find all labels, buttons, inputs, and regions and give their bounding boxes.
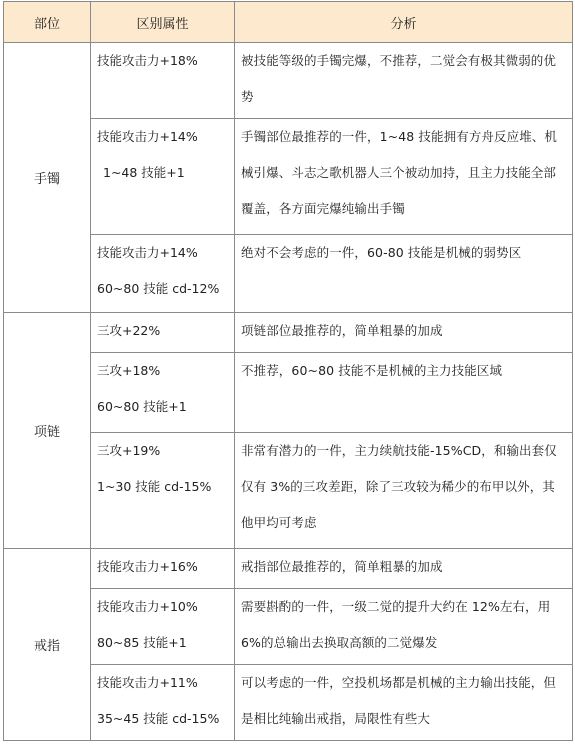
attribute-cell [91,433,235,549]
attribute-cell [91,353,235,433]
analysis-cell [235,119,573,235]
attribute-line: 技能攻击力+14% [97,245,198,260]
attribute-line: 三攻+19% [97,443,161,458]
attribute-line: 三攻+22% [97,323,161,338]
part-cell: 手镯 [4,43,91,313]
attribute-cell [91,313,235,353]
attribute-cell [91,589,235,665]
analysis-cell [235,43,573,119]
attribute-line: 三攻+18% [97,363,161,378]
analysis-line: 被技能等级的手镯完爆，不推荐，二觉会有极其微弱的优 [241,53,557,68]
attribute-line: 技能攻击力+16% [97,559,198,574]
header-attribute: 区别属性 [91,2,235,43]
attribute-line: 1~48 技能+1 [103,165,185,180]
attribute-line: 技能攻击力+18% [97,53,198,68]
analysis-line: 他甲均可考虑 [241,515,317,530]
analysis-line: 6%的总输出去换取高额的二觉爆发 [241,635,438,650]
analysis-line: 势 [241,89,254,104]
equipment-comparison-table [3,1,573,741]
attribute-line: 技能攻击力+14% [97,129,198,144]
analysis-line: 是相比纯输出戒指，局限性有些大 [241,711,431,726]
attribute-line: 60~80 技能 cd-12% [97,281,220,296]
analysis-line: 需要斟酌的一件，一级二觉的提升大约在 12%左右，用 [241,599,551,614]
analysis-cell [235,433,573,549]
analysis-cell [235,589,573,665]
analysis-line: 覆盖，各方面完爆纯输出手镯 [241,201,405,216]
analysis-cell [235,549,573,589]
analysis-line: 仅有 3%的三攻差距，除了三攻较为稀少的布甲以外，其 [241,479,555,494]
table-header-row [4,2,573,43]
analysis-line: 绝对不会考虑的一件，60-80 技能是机械的弱势区 [241,245,522,260]
analysis-line: 可以考虑的一件，空投机场都是机械的主力输出技能，但 [241,675,557,690]
analysis-line: 非常有潜力的一件，主力续航技能-15%CD，和输出套仅 [241,443,557,458]
attribute-cell [91,549,235,589]
table-row [4,549,573,589]
part-cell: 戒指 [4,549,91,741]
attribute-cell [91,665,235,741]
header-analysis: 分析 [235,2,573,43]
analysis-cell [235,665,573,741]
analysis-line: 械引爆、斗志之歌机器人三个被动加持，且主力技能全部 [241,165,557,180]
analysis-cell [235,313,573,353]
analysis-line: 戒指部位最推荐的，简单粗暴的加成 [241,559,443,574]
table-body [4,43,573,741]
attribute-line: 技能攻击力+11% [97,675,198,690]
analysis-cell [235,353,573,433]
analysis-line: 不推荐，60~80 技能不是机械的主力技能区域 [241,363,503,378]
analysis-line: 手镯部位最推荐的一件，1~48 技能拥有方舟反应堆、机 [241,129,558,144]
attribute-cell [91,43,235,119]
analysis-cell [235,235,573,313]
attribute-line: 60~80 技能+1 [97,399,187,414]
table-row [4,43,573,119]
attribute-cell [91,235,235,313]
attribute-cell [91,119,235,235]
table-row [4,313,573,353]
attribute-line: 80~85 技能+1 [97,635,187,650]
attribute-line: 技能攻击力+10% [97,599,198,614]
attribute-line: 1~30 技能 cd-15% [97,479,212,494]
analysis-line: 项链部位最推荐的，简单粗暴的加成 [241,323,443,338]
attribute-line: 35~45 技能 cd-15% [97,711,220,726]
header-part: 部位 [4,2,91,43]
part-cell: 项链 [4,313,91,549]
